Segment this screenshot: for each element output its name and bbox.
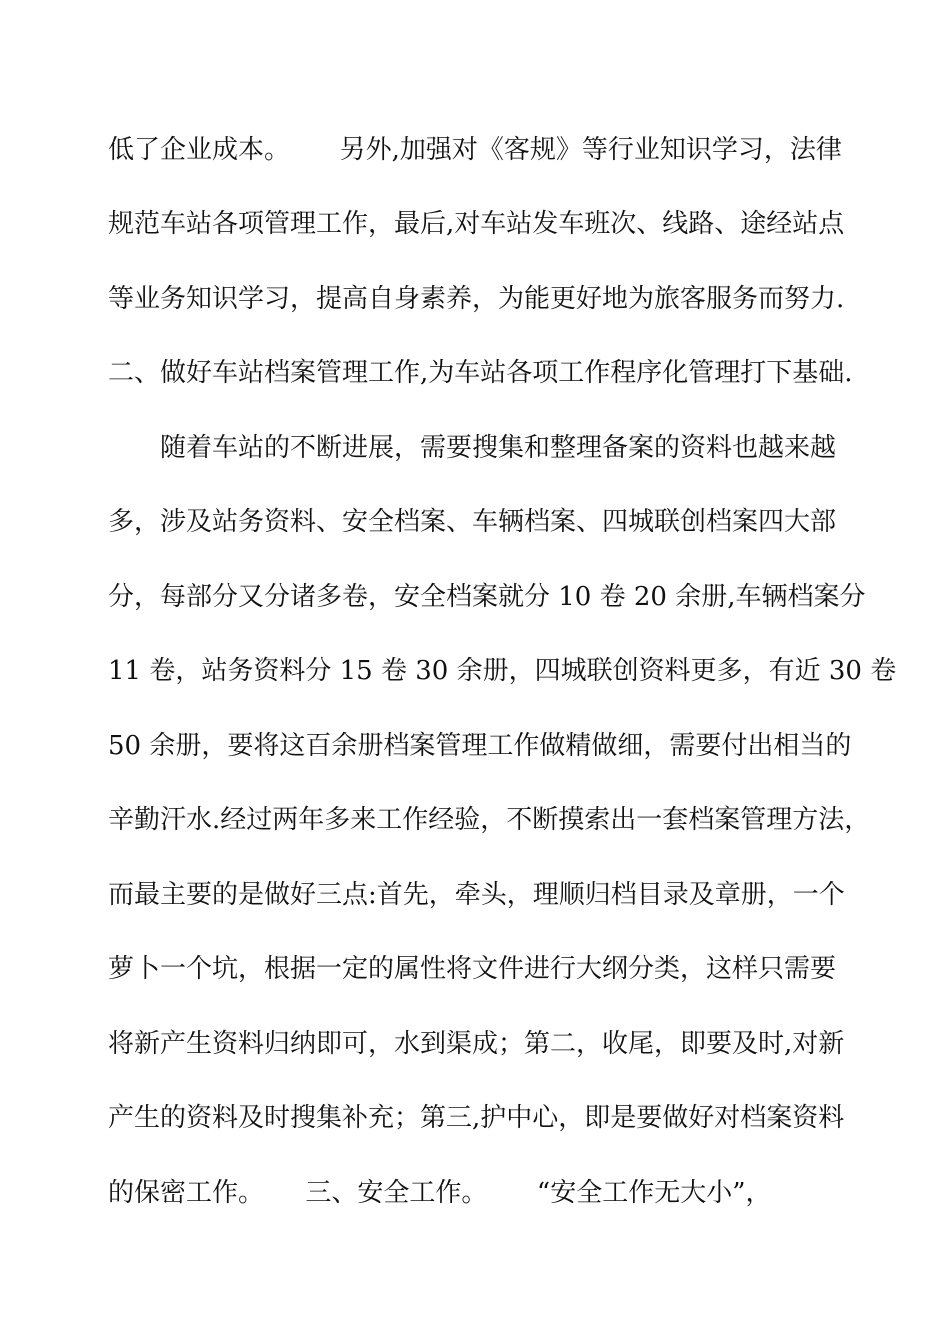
text-line-10: 辛勤汗水.经过两年多来工作经验，不断摸索出一套档案管理方法，: [108, 805, 871, 835]
text-line-13: 将新产生资料归纳即可，水到渠成；第二，收尾，即要及时,对新: [108, 1029, 845, 1059]
text-line-2: 规范车站各项管理工作，最后,对车站发车班次、线路、途经站点: [108, 209, 845, 239]
text-line-8: 11 卷，站务资料分 15 卷 30 余册，四城联创资料更多，有近 30 卷: [108, 656, 897, 686]
text-line-9: 50 余册，要将这百余册档案管理工作做精做细，需要付出相当的: [108, 731, 852, 761]
text-line-3: 等业务知识学习，提高自身素养，为能更好地为旅客服务而努力.: [108, 284, 845, 314]
section-heading-2: 二、做好车站档案管理工作,为车站各项工作程序化管理打下基础.: [108, 358, 853, 388]
text-line-7: 分，每部分又分诸多卷，安全档案就分 10 卷 20 余册,车辆档案分: [108, 582, 866, 612]
text-line-15: 的保密工作。 三、安全工作。 “安全工作无大小”，: [108, 1178, 772, 1208]
paragraph-start: 随着车站的不断进展，需要搜集和整理备案的资料也越来越: [160, 433, 837, 463]
text-line-14: 产生的资料及时搜集补充；第三,护中心，即是要做好对档案资料: [108, 1103, 845, 1133]
text-line-11: 而最主要的是做好三点:首先，牵头，理顺归档目录及章册，一个: [108, 880, 845, 910]
text-line-1: 低了企业成本。 另外,加强对《客规》等行业知识学习，法律: [108, 135, 842, 165]
text-line-12: 萝卜一个坑，根据一定的属性将文件进行大纲分类，这样只需要: [108, 954, 837, 984]
text-line-6: 多，涉及站务资料、安全档案、车辆档案、四城联创档案四大部: [108, 507, 837, 537]
